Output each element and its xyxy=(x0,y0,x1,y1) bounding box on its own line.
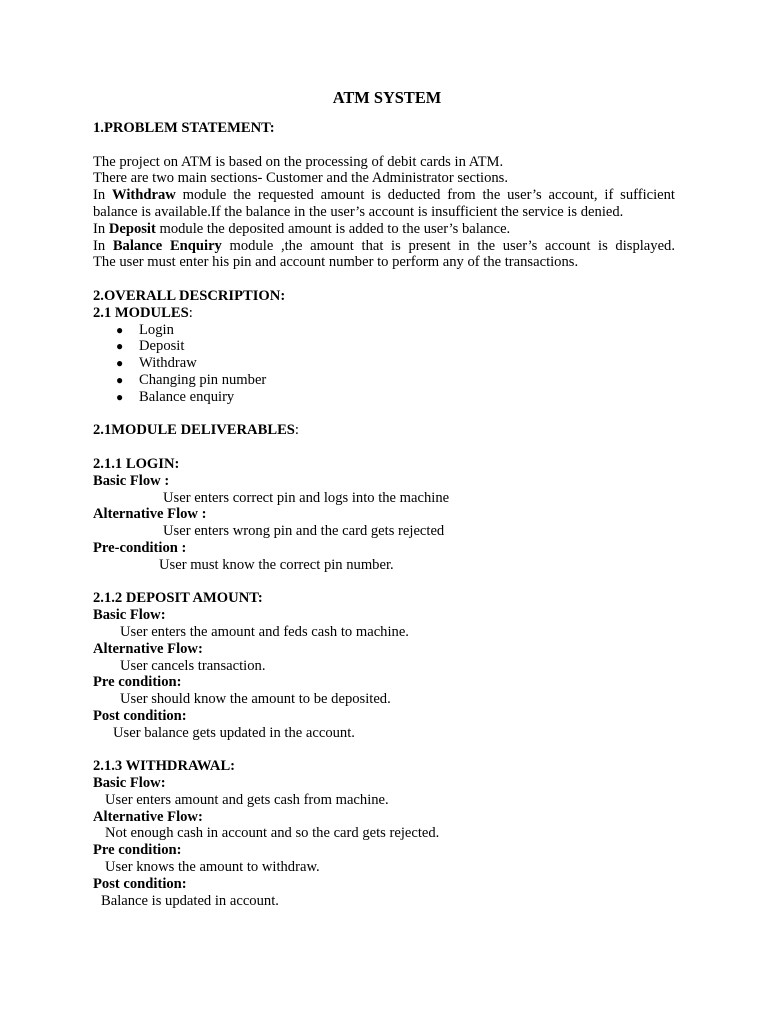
modules-heading: 2.1 MODULES: xyxy=(93,304,193,321)
deposit-postcondition-text: User balance gets updated in the account. xyxy=(113,724,355,741)
modules-list xyxy=(93,322,675,406)
deposit-keyword: Deposit xyxy=(108,220,156,237)
login-alternative-flow-label: Alternative Flow : xyxy=(93,506,207,523)
problem-line-withdraw: In Withdraw module the requested amount is deducted from the user’s account, if sufficient xyxy=(93,187,675,204)
problem-line-2: There are two main sections- Customer and the Administrator sections. xyxy=(93,170,509,187)
problem-statement-heading: 1.PROBLEM STATEMENT: xyxy=(93,120,275,136)
withdrawal-precondition-label: Pre condition: xyxy=(93,842,182,859)
deposit-precondition-text: User should know the amount to be deposited. xyxy=(120,691,391,708)
module-item-changing-pin: ● Changing pin number xyxy=(116,371,267,388)
withdrawal-basic-flow-label: Basic Flow: xyxy=(93,775,166,792)
document-title: ATM SYSTEM xyxy=(332,88,442,107)
document-page xyxy=(93,88,675,909)
deposit-postcondition-label: Post condition: xyxy=(93,707,187,724)
withdrawal-postcondition-text: Balance is updated in account. xyxy=(101,892,279,909)
login-precondition-label: Pre-condition : xyxy=(93,539,187,556)
module-item-deposit: ● Deposit xyxy=(116,338,185,355)
withdrawal-alternative-flow-text: Not enough cash in account and so the card gets rejected. xyxy=(105,825,440,842)
balance-enquiry-keyword: Balance Enquiry xyxy=(112,237,222,254)
bullet-icon: ● xyxy=(116,389,124,404)
deposit-section xyxy=(93,590,675,741)
login-alternative-flow-text: User enters wrong pin and the card gets rejected xyxy=(163,523,445,540)
bullet-icon: ● xyxy=(116,356,124,371)
module-item-balance-enquiry: ● Balance enquiry xyxy=(116,388,235,405)
problem-line-4: balance is available.If the balance in the user’s account is insufficient the service is denied. xyxy=(93,203,624,220)
deposit-alternative-flow-label: Alternative Flow: xyxy=(93,640,203,657)
bullet-icon: ● xyxy=(116,372,124,387)
problem-statement-section xyxy=(93,120,675,271)
deposit-basic-flow-text: User enters the amount and feds cash to machine. xyxy=(120,623,409,640)
module-item-login: ● Login xyxy=(116,321,174,338)
module-item-withdraw: ● Withdraw xyxy=(116,355,197,372)
module-deliverables-heading: 2.1MODULE DELIVERABLES: xyxy=(93,422,299,439)
withdrawal-basic-flow-text: User enters amount and gets cash from machine. xyxy=(105,791,389,808)
withdrawal-heading: 2.1.3 WITHDRAWAL: xyxy=(93,758,236,775)
deposit-precondition-label: Pre condition: xyxy=(93,674,182,691)
problem-line-deposit: In Deposit module the deposited amount is added to the user’s balance. xyxy=(93,220,511,237)
problem-line-enquiry: In Balance Enquiry module ,the amount that is present in the user’s account is displayed. xyxy=(93,237,676,254)
login-precondition-text: User must know the correct pin number. xyxy=(159,556,394,573)
login-basic-flow-label: Basic Flow : xyxy=(93,472,170,489)
login-basic-flow-text: User enters correct pin and logs into the machine xyxy=(163,489,450,506)
problem-line-7: The user must enter his pin and account number to perform any of the transactions. xyxy=(93,254,579,271)
overall-description-heading: 2.OVERALL DESCRIPTION: xyxy=(93,287,286,304)
overall-description-section xyxy=(93,288,675,406)
deposit-alternative-flow-text: User cancels transaction. xyxy=(120,657,266,674)
withdrawal-section xyxy=(93,758,675,909)
deposit-heading: 2.1.2 DEPOSIT AMOUNT: xyxy=(93,590,263,607)
withdrawal-postcondition-label: Post condition: xyxy=(93,875,187,892)
withdrawal-precondition-text: User knows the amount to withdraw. xyxy=(105,859,320,876)
login-heading: 2.1.1 LOGIN: xyxy=(93,455,180,472)
problem-line-1: The project on ATM is based on the processing of debit cards in ATM. xyxy=(93,153,504,170)
bullet-icon: ● xyxy=(116,339,124,354)
withdraw-keyword: Withdraw xyxy=(111,187,176,204)
deposit-basic-flow-label: Basic Flow: xyxy=(93,607,166,624)
login-section xyxy=(93,456,675,574)
bullet-icon: ● xyxy=(116,322,124,337)
withdrawal-alternative-flow-label: Alternative Flow: xyxy=(93,808,203,825)
